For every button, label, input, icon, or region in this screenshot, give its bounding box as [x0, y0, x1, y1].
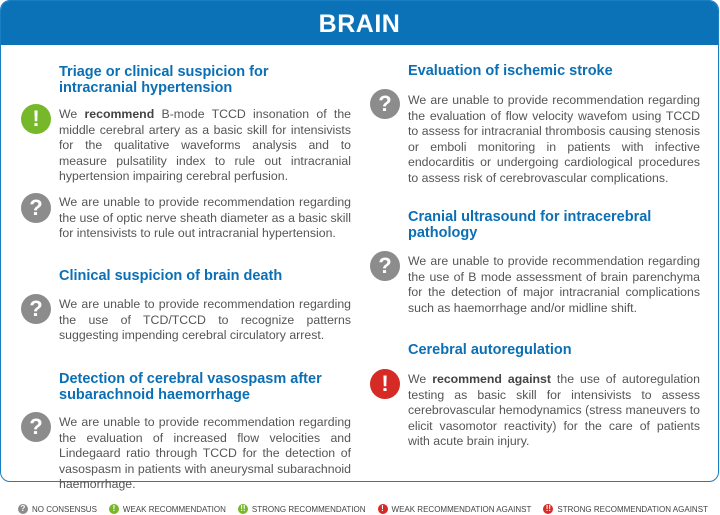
recommendation-text [408, 372, 700, 450]
question-icon: ? [21, 193, 51, 223]
recommendation-text: We are unable to provide recommendation regarding the use of TCD/TCCD to recognize patterns suggesting impending cerebral circulatory arrest. [59, 297, 351, 343]
section-title-ischemic-stroke: Evaluation of ischemic stroke [408, 63, 613, 79]
recommendation-text: We are unable to provide recommendation regarding the use of optic nerve sheath diameter as a basic skill for intensivists to rule out intracranial hypertension. [59, 195, 351, 241]
page-title: BRAIN [1, 1, 718, 45]
section-title-line: intracranial hypertension [59, 80, 233, 96]
section-title-brain-death: Clinical suspicion of brain death [59, 268, 283, 284]
rec-text-part: B-mode TCCD insonation of the middle cerebral artery as a basic skill for intensivists for the qualitative waveforms analysis and to measure pulsatility index to rule out intracranial hypertension impairing cerebral perfusion. [59, 107, 351, 184]
legend-item-no-consensus [18, 504, 97, 514]
exclamation-icon: ! [378, 504, 388, 514]
question-icon: ? [370, 251, 400, 281]
double-exclamation-icon: !! [543, 504, 553, 514]
exclamation-icon: ! [21, 104, 51, 134]
question-icon: ? [370, 89, 400, 119]
section-title-line: Triage or clinical suspicion for [59, 64, 269, 80]
rec-text-part: We [408, 372, 433, 386]
rec-strength: recommend against [432, 372, 551, 386]
rec-text-part: We [59, 107, 85, 121]
rec-strength: recommend [84, 107, 155, 121]
legend-item-weak-recommendation [109, 504, 226, 514]
question-icon: ? [18, 504, 28, 514]
legend-label: WEAK RECOMMENDATION AGAINST [391, 504, 532, 514]
legend-label: WEAK RECOMMENDATION [122, 504, 226, 514]
section-title-line: Cranial ultrasound for intracerebral [408, 209, 652, 225]
recommendation-text: We are unable to provide recommendation regarding the evaluation of increased flow velocities and Lindegaard ratio through TCCD for the detection of vasospasm in patients with aneurysmal subarachnoid haemorrhage. [59, 415, 351, 492]
section-title-vasospasm [59, 371, 359, 403]
legend [18, 504, 720, 514]
section-title-line: pathology [408, 225, 478, 241]
section-title-intracerebral-pathology [408, 209, 708, 241]
rec-text-part: the use of autoregulation testing as basic skill for intensivists to assess cerebrovascular hemodynamics (stress maneuvers to elicit vasomotor reactivity) for the care of patients with acute brain injury. [408, 372, 700, 449]
question-icon: ? [21, 294, 51, 324]
exclamation-icon: ! [370, 369, 400, 399]
legend-item-weak-against [378, 504, 532, 514]
exclamation-icon: ! [109, 504, 119, 514]
legend-item-strong-recommendation [238, 504, 366, 514]
legend-item-strong-against [543, 504, 708, 514]
legend-label: STRONG RECOMMENDATION [251, 504, 366, 514]
section-title-intracranial-hypertension [59, 64, 359, 96]
recommendation-text: We are unable to provide recommendation regarding the use of B mode assessment of brain parenchyma for the detection of major intracranial complications such as haemorrhage and/or midline shift. [408, 254, 700, 315]
legend-label: NO CONSENSUS [32, 504, 97, 514]
question-icon: ? [21, 412, 51, 442]
legend-label: STRONG RECOMMENDATION AGAINST [557, 504, 708, 514]
recommendation-text [59, 107, 351, 185]
section-title-line: subarachnoid haemorrhage [59, 387, 250, 403]
recommendation-text: We are unable to provide recommendation regarding the evaluation of flow velocity wavefom using TCCD to assess for intracranial thrombosis causing stenosis or emboli monitoring in patients with infective endocarditis or undergoing cardiological procedures to assess risk of cerebrovascular complications. [408, 93, 700, 185]
section-title-autoregulation: Cerebral autoregulation [408, 342, 572, 358]
double-exclamation-icon: !! [238, 504, 248, 514]
section-title-line: Detection of cerebral vasospasm after [59, 371, 322, 387]
